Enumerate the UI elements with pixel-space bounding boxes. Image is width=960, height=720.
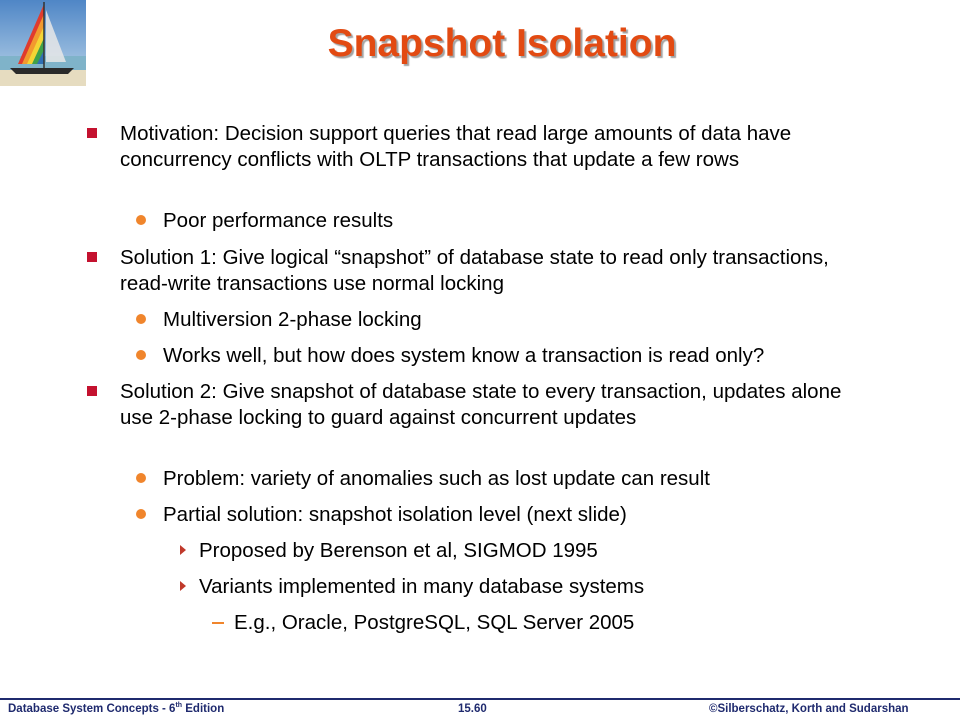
footer-divider	[0, 698, 960, 700]
bullet-item: Partial solution: snapshot isolation level (next slide)	[163, 503, 627, 526]
bullet-item: Proposed by Berenson et al, SIGMOD 1995	[199, 539, 598, 562]
bullet-item: Solution 1: Give logical “snapshot” of database state to read only transactions, read-write transactions use normal locking	[120, 246, 829, 295]
square-bullet-icon	[87, 386, 97, 396]
triangle-bullet-icon	[180, 545, 186, 555]
footer-copyright: ©Silberschatz, Korth and Sudarshan	[709, 703, 909, 715]
footer-book-title	[8, 701, 224, 717]
square-bullet-icon	[87, 252, 97, 262]
bullet-item: Motivation: Decision support queries that read large amounts of data have concurrency conflicts with OLTP transactions that update a few rows	[120, 122, 792, 171]
dot-bullet-icon	[136, 314, 146, 324]
dot-bullet-icon	[136, 509, 146, 519]
footer-book-suffix: Edition	[182, 703, 225, 715]
bullet-item: Solution 2: Give snapshot of database state to every transaction, updates alone use 2-phase locking to guard against concurrent updates	[120, 380, 842, 429]
bullet-item: Variants implemented in many database systems	[199, 575, 645, 598]
footer-page-number: 15.60	[458, 703, 487, 715]
dot-bullet-icon	[136, 473, 146, 483]
dot-bullet-icon	[136, 215, 146, 225]
triangle-bullet-icon	[180, 581, 186, 591]
bullet-item: Problem: variety of anomalies such as lost update can result	[163, 467, 710, 490]
slide-title: Snapshot Isolation	[327, 22, 677, 65]
footer-book-sup: th	[175, 702, 183, 710]
square-bullet-icon	[87, 128, 97, 138]
dash-bullet-icon	[212, 622, 224, 624]
bullet-item: E.g., Oracle, PostgreSQL, SQL Server 2005	[234, 611, 635, 634]
footer-book-prefix: Database System Concepts - 6	[8, 703, 176, 715]
bullet-item: Multiversion 2-phase locking	[163, 308, 422, 331]
bullet-item: Works well, but how does system know a transaction is read only?	[163, 344, 765, 367]
dot-bullet-icon	[136, 350, 146, 360]
bullet-item: Poor performance results	[163, 209, 394, 232]
